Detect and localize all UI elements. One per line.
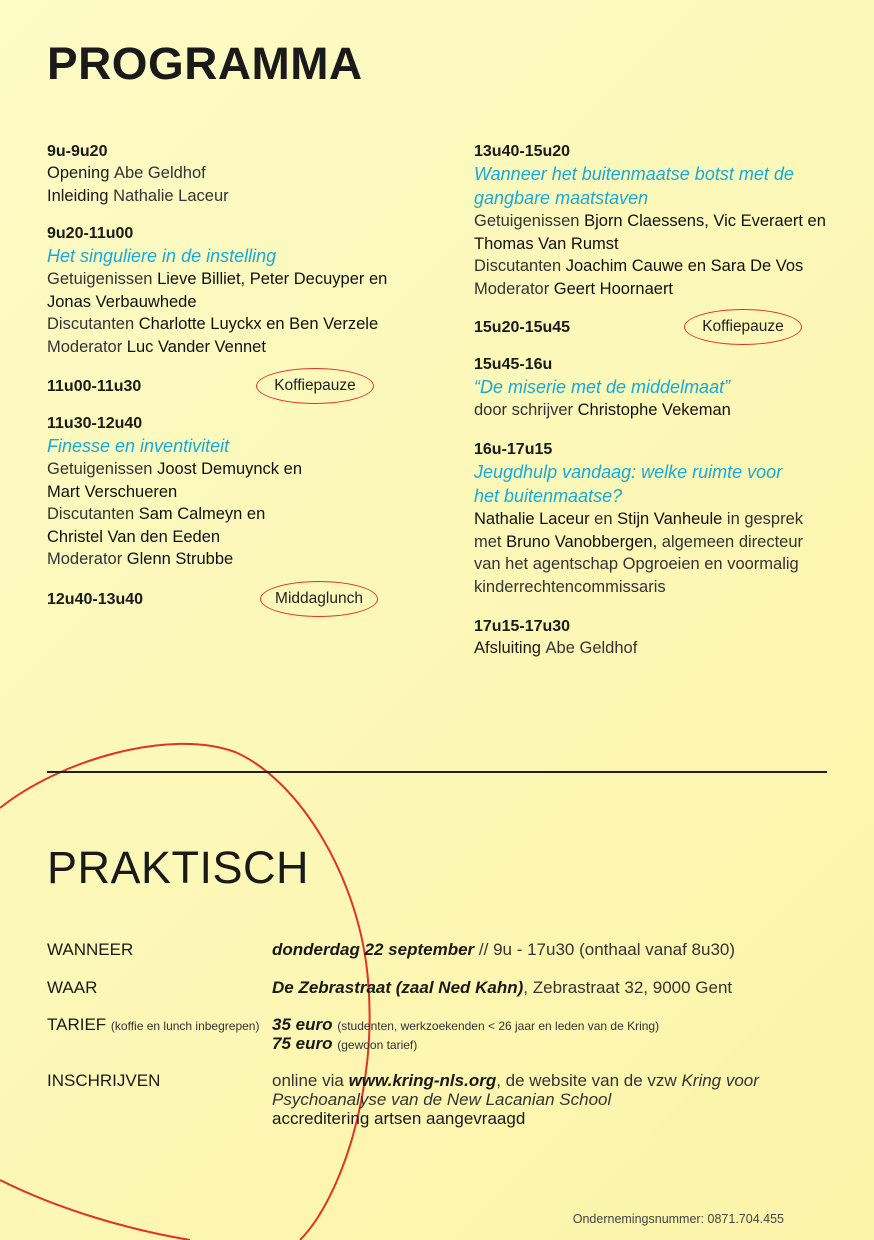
- wanneer-value: [272, 940, 832, 960]
- price: 75 euro: [272, 1034, 333, 1053]
- company-number: Ondernemingsnummer: 0871.704.455: [572, 1212, 784, 1226]
- talk-title: Jeugdhulp vandaag: welke ruimte voor: [474, 462, 783, 482]
- connector: met: [474, 532, 502, 551]
- names: Jonas Verbauwhede: [47, 292, 197, 311]
- names: Lieve Billiet, Peter Decuyper en: [157, 270, 388, 288]
- tarief-value-1: [272, 1015, 832, 1036]
- price-note: (studenten, werkzoekenden < 26 jaar en leden van de Kring): [337, 1019, 660, 1033]
- time-slot: 11u30-12u40: [47, 415, 143, 432]
- role-label: Discutanten: [474, 257, 562, 275]
- talk-title: Wanneer het buitenmaatse botst met de: [474, 164, 794, 184]
- talk-title: het buitenmaatse?: [474, 486, 623, 506]
- names: Luc Vander Vennet: [126, 337, 266, 356]
- role-label: door schrijver: [474, 401, 574, 419]
- program-item: [474, 355, 844, 422]
- names: Bjorn Claessens, Vic Everaert en: [584, 212, 826, 230]
- text: online via: [272, 1071, 349, 1090]
- section-divider: [47, 771, 827, 773]
- names: Christophe Vekeman: [577, 401, 731, 419]
- pause-badge: Koffiepauze: [684, 309, 802, 345]
- waar-label: WAAR: [47, 978, 98, 997]
- wanneer-label: WANNEER: [47, 940, 134, 959]
- time-slot: 15u45-16u: [474, 356, 553, 373]
- names: Nathalie Laceur: [474, 510, 590, 528]
- names: Glenn Strubbe: [126, 550, 234, 568]
- names: Geert Hoornaert: [553, 279, 674, 298]
- role-label: Moderator: [47, 337, 123, 356]
- time-slot: 12u40-13u40: [47, 591, 144, 608]
- speaker-name: Nathalie Laceur: [113, 186, 229, 205]
- names: Christel Van den Eeden: [47, 527, 221, 546]
- names: Mart Verschueren: [47, 482, 178, 501]
- role-description: van het agentschap Opgroeien en voormalig: [474, 555, 799, 573]
- role-label: Getuigenissen: [47, 270, 153, 288]
- connector: in gesprek: [726, 510, 804, 528]
- talk-title: Het singuliere in de instelling: [47, 246, 277, 266]
- connector: en: [594, 510, 613, 528]
- tarief-label: [47, 1015, 259, 1036]
- talk-title: Finesse en inventiviteit: [47, 436, 230, 456]
- item-label: Afsluiting: [474, 639, 541, 657]
- item-label: Opening: [47, 164, 110, 182]
- hours: // 9u - 17u30 (onthaal vanaf 8u30): [474, 940, 736, 959]
- price-note: (gewoon tarief): [337, 1038, 418, 1052]
- text: , de website van de vzw: [496, 1071, 682, 1090]
- venue: De Zebrastraat (zaal Ned Kahn): [272, 978, 524, 997]
- address: , Zebrastraat 32, 9000 Gent: [523, 978, 733, 997]
- time-slot: 16u-17u15: [474, 441, 553, 458]
- date: donderdag 22 september: [272, 940, 475, 959]
- role-label: Moderator: [474, 279, 550, 298]
- section-title: PRAKTISCH: [47, 842, 310, 893]
- waar-value: [272, 978, 832, 998]
- names: Joost Demuynck en: [157, 460, 302, 478]
- talk-title: “De miserie met de middelmaat”: [474, 377, 731, 397]
- role-label: Getuigenissen: [474, 212, 580, 230]
- inschrijven-value: [272, 1071, 832, 1128]
- inschrijven-label: INSCHRIJVEN: [47, 1071, 161, 1090]
- time-slot: 15u20-15u45: [474, 319, 571, 336]
- tarief-title: TARIEF: [47, 1015, 107, 1034]
- time-slot: 17u15-17u30: [474, 618, 571, 635]
- names: Bruno Vanobbergen,: [506, 532, 658, 551]
- time-slot: 11u00-11u30: [47, 378, 142, 395]
- program-item: [47, 224, 417, 358]
- price: 35 euro: [272, 1015, 333, 1034]
- accreditation-note: accreditering artsen aangevraagd: [272, 1109, 526, 1128]
- role-label: Discutanten: [47, 505, 135, 523]
- names: Joachim Cauwe en Sara De Vos: [565, 257, 804, 275]
- role-description: algemeen directeur: [661, 532, 804, 551]
- program-item: [47, 142, 417, 207]
- speaker-name: Abe Geldhof: [113, 164, 206, 182]
- time-slot: 13u40-15u20: [474, 143, 571, 160]
- time-slot: 9u-9u20: [47, 143, 108, 160]
- org-name: Psychoanalyse van de New Lacanian School: [272, 1090, 612, 1109]
- names: Sam Calmeyn en: [138, 505, 266, 523]
- role-label: Discutanten: [47, 315, 135, 333]
- time-slot: 9u20-11u00: [47, 225, 134, 242]
- program-item: [474, 440, 844, 598]
- program-item: [474, 617, 844, 660]
- program-item: [47, 414, 417, 571]
- page-title: PROGRAMMA: [47, 38, 363, 89]
- names: Charlotte Luyckx en Ben Verzele: [138, 315, 379, 333]
- speaker-name: Abe Geldhof: [545, 639, 638, 657]
- role-label: Getuigenissen: [47, 460, 153, 478]
- names: Stijn Vanheule: [617, 510, 723, 528]
- talk-title: gangbare maatstaven: [474, 188, 649, 208]
- role-label: Moderator: [47, 550, 123, 568]
- names: Thomas Van Rumst: [474, 234, 619, 253]
- program-item: [474, 142, 844, 300]
- role-description: kinderrechtencommissaris: [474, 577, 666, 596]
- item-label: Inleiding: [47, 186, 109, 205]
- pause-badge: Koffiepauze: [256, 368, 374, 404]
- tarief-note: (koffie en lunch inbegrepen): [110, 1019, 260, 1033]
- org-name: Kring voor: [681, 1071, 759, 1090]
- website-link[interactable]: www.kring-nls.org: [348, 1071, 497, 1090]
- pause-badge: Middaglunch: [260, 581, 378, 617]
- tarief-value-2: [272, 1034, 832, 1055]
